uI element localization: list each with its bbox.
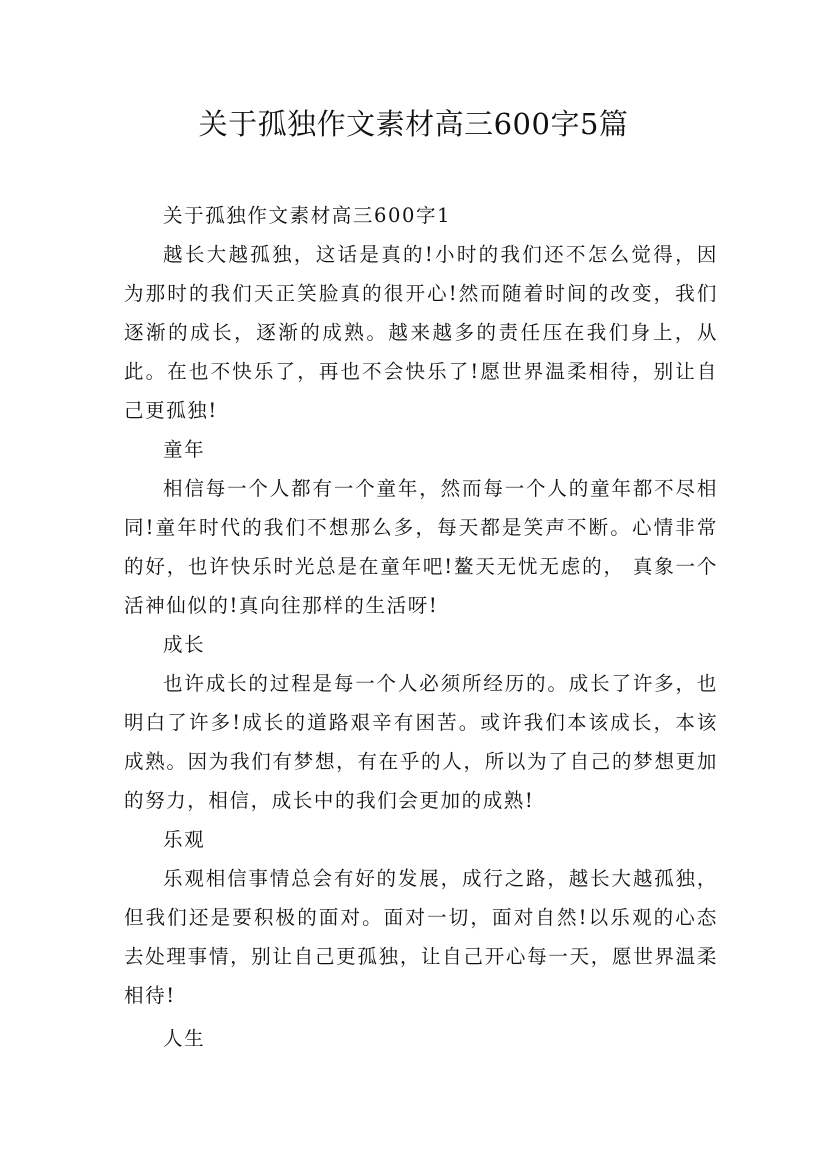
heading-optimism: 乐观 — [163, 828, 206, 851]
paragraph-growth: 也许成长的过程是每一个人必须所经历的。成长了许多，也明白了许多!成长的道路艰辛有困苦。或许我们本该成长，本该成熟。因为我们有梦想，有在乎的人，所以为了自己的梦想更加的努力，相信，成长中的我们会更加的成熟! — [124, 672, 718, 812]
document-body — [124, 196, 718, 1058]
heading-childhood: 童年 — [163, 438, 206, 461]
section-subtitle: 关于孤独作文素材高三600字1 — [163, 204, 452, 227]
paragraph-childhood: 相信每一个人都有一个童年，然而每一个人的童年都不尽相同!童年时代的我们不想那么多，每天都是笑声不断。心情非常的好，也许快乐时光总是在童年吧!鳌天无忧无虑的， 真象一个活神仙似的!真向往那样的生活呀! — [124, 477, 718, 617]
paragraph-optimism: 乐观相信事情总会有好的发展，成行之路，越长大越孤独，但我们还是要积极的面对。面对一切，面对自然!以乐观的心态去处理事情，别让自己更孤独，让自己开心每一天，愿世界温柔相待! — [124, 867, 718, 1007]
paragraph-intro: 越长大越孤独，这话是真的!小时的我们还不怎么觉得，因为那时的我们天正笑脸真的很开心!然而随着时间的改变，我们逐渐的成长，逐渐的成熟。越来越多的责任压在我们身上，从此。在也不快乐了，再也不会快乐了!愿世界温柔相待，别让自己更孤独! — [124, 243, 718, 422]
document-title: 关于孤独作文素材高三600字5篇 — [198, 107, 629, 141]
heading-life: 人生 — [163, 1027, 206, 1050]
heading-growth: 成长 — [163, 633, 206, 656]
